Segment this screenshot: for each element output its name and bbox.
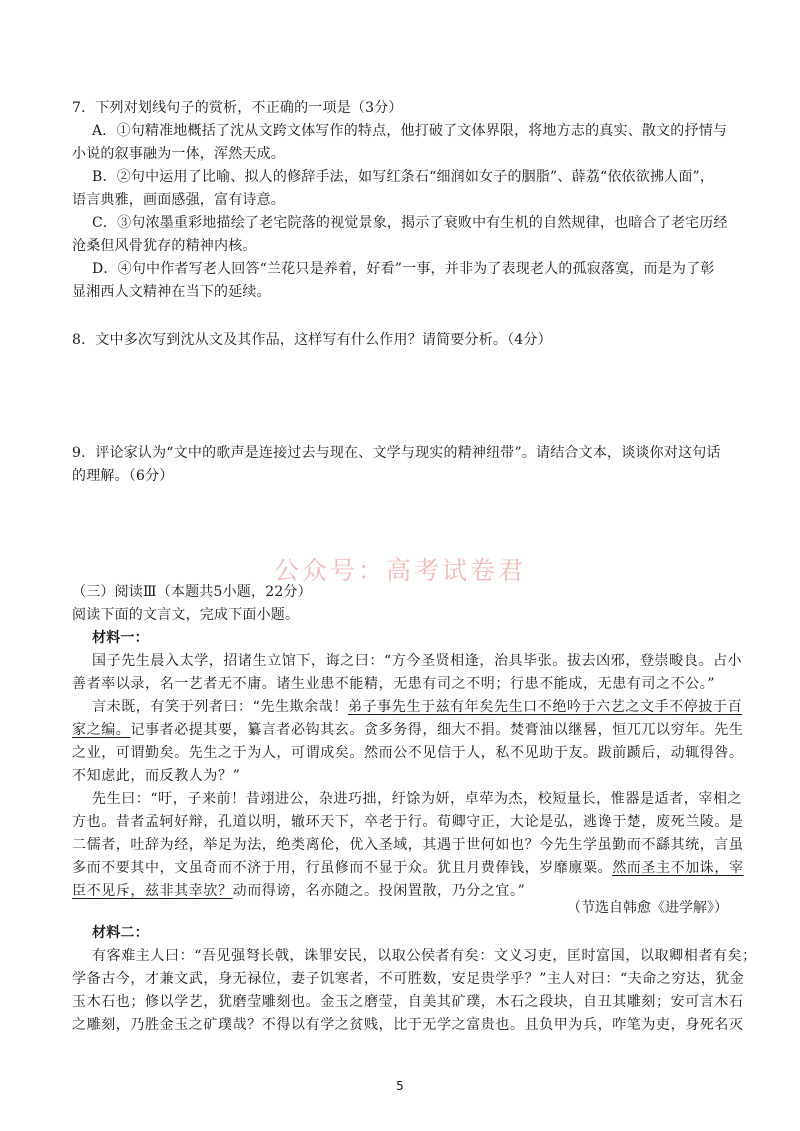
underlined-sentence-2-part-1: 然而圣主不加诛，宰 xyxy=(612,860,744,876)
question-9-line-2: 的理解。（6分） xyxy=(72,468,174,484)
material-2-line-1: 有客难主人曰：“吾见强弩长戟，诛罪安民，以取公侯者有矣：文义习吏，匡时富国，以取卿相者有矣； xyxy=(92,948,757,964)
question-9-line-1: 9．评论家认为“文中的歌声是连接过去与现在、文学与现实的精神纽带”。请结合文本，谈谈你对这句话 xyxy=(72,445,721,461)
material-1-title: 材料一： xyxy=(92,630,149,646)
material-1-line-10-plain: 多而不要其中，文虽奇而不济于用，行虽修而不显于众。犹且月费俸钱，岁靡廪粟。 xyxy=(72,860,613,876)
question-9 xyxy=(72,442,732,488)
option-a-line-2: 小说的叙事融为一体，浑然天成。 xyxy=(72,146,285,162)
option-b-line-2: 语言典雅，画面感强，富有诗意。 xyxy=(72,192,285,208)
section-3-heading: （三）阅读Ⅲ（本题共5小题，22分） xyxy=(72,584,312,600)
material-1-line-3-plain: 言未既，有笑于列者曰：“先生欺余哉！ xyxy=(92,699,348,715)
material-2-line-3: 玉木石也；修以学艺，犹磨莹雕刻也。金玉之磨莹，自美其矿璞，木石之段块，自丑其雕刻；安可言木石 xyxy=(72,994,744,1010)
section-3 xyxy=(72,581,732,650)
underlined-sentence-2-part-2: 臣不见斥，兹非其幸欤？ xyxy=(72,883,233,899)
option-d-line-1: D．④句中作者写老人回答“兰花只是养着，好看”一事，并非为了表现老人的孤寂落寞，而是为了彰 xyxy=(92,261,715,277)
question-8-stem: 8．文中多次写到沈从文及其作品，这样写有什么作用？请简要分析。（4分） xyxy=(72,332,552,348)
material-2-title: 材料二： xyxy=(92,925,149,941)
underlined-sentence-1-part-2: 家之编。 xyxy=(72,722,131,738)
material-1-line-6: 不知虑此，而反教人为？” xyxy=(72,768,241,784)
material-1-line-4-plain: 记事者必提其要，纂言者必钩其玄。贪多务得，细大不捐。焚膏油以继晷，恒兀兀以穷年。先生 xyxy=(130,722,744,738)
material-1-line-8: 方也。昔者孟轲好辩，孔道以明，辙环天下，卒老于行。荀卿守正，大论是弘，逃谗于楚，废死兰陵。是 xyxy=(72,814,744,830)
material-1-line-5: 之业，可谓勤矣。先生之于为人，可谓成矣。然而公不见信于人，私不见助于友。跋前踬后，动辄得咎。 xyxy=(72,745,744,761)
option-c-line-2: 沧桑但风骨犹存的精神内核。 xyxy=(72,238,257,254)
watermark: 公众号：高考试卷君 xyxy=(273,556,526,585)
material-2 xyxy=(72,922,757,1037)
page-number: 5 xyxy=(396,1079,404,1093)
option-a-line-1: A．①句精准地概括了沈从文跨文体写作的特点，他打破了文体界限，将地方志的真实、散文的抒情与 xyxy=(92,123,728,139)
material-1-passage xyxy=(72,650,744,903)
material-1-line-1: 国子先生晨入太学，招诸生立馆下，诲之曰：“方今圣贤相逢，治具毕张。拔去凶邪，登崇畯良。占小 xyxy=(92,653,743,669)
material-1-line-10 xyxy=(72,857,744,880)
material-2-line-4: 之雕刻，乃胜金玉之矿璞哉？不得以有学之贫贱，比于无学之富贵也。且负甲为兵，咋笔为吏，身死名灭 xyxy=(72,1017,744,1033)
material-1-line-4 xyxy=(72,719,744,742)
underlined-sentence-1-part-1: 弟子事先生于兹有年矣先生口不绝吟于六艺之文手不停披于百 xyxy=(347,699,743,715)
material-1-line-2: 善者率以录，名一艺者无不庸。诸生业患不能精，无患有司之不明；行患不能成，无患有司之不公。” xyxy=(72,676,716,692)
material-1-source: （节选自韩愈《进学解》） xyxy=(567,900,728,916)
question-7-stem: 7．下列对划线句子的赏析，不正确的一项是（3分） xyxy=(72,100,403,116)
option-d-line-2: 显湘西人文精神在当下的延续。 xyxy=(72,284,271,300)
material-1-line-3 xyxy=(72,696,743,719)
option-c-line-1: C．③句浓墨重彩地描绘了老宅院落的视觉景象，揭示了衰败中有生机的自然规律，也暗合了老宅历经 xyxy=(92,215,728,231)
material-1-line-9: 二儒者，吐辞为经，举足为法，绝类离伦，优入圣域，其遇于世何如也？今先生学虽勤而不繇其统，言虽 xyxy=(72,837,744,853)
material-1-line-11-plain: 动而得谤，名亦随之。投闲置散，乃分之宜。” xyxy=(232,883,526,899)
section-3-instruction: 阅读下面的文言文，完成下面小题。 xyxy=(72,607,300,623)
option-b-line-1: B．②句中运用了比喻、拟人的修辞手法，如写红条石“细润如女子的胭脂”、薜荔“依依欲拂人面”， xyxy=(92,169,715,185)
material-2-line-2: 学备古今，才兼文武，身无禄位，妻子饥寒者，不可胜数，安足贵学乎？”主人对曰：“夫命之穷达，犹金 xyxy=(72,971,745,987)
question-8 xyxy=(72,329,732,352)
question-7 xyxy=(72,97,732,304)
material-1-line-7: 先生曰：“吁，子来前！昔翊进公，杂进巧拙，纡馀为妍，卓荦为杰，校短量长，惟器是适者，宰相之 xyxy=(92,791,743,807)
